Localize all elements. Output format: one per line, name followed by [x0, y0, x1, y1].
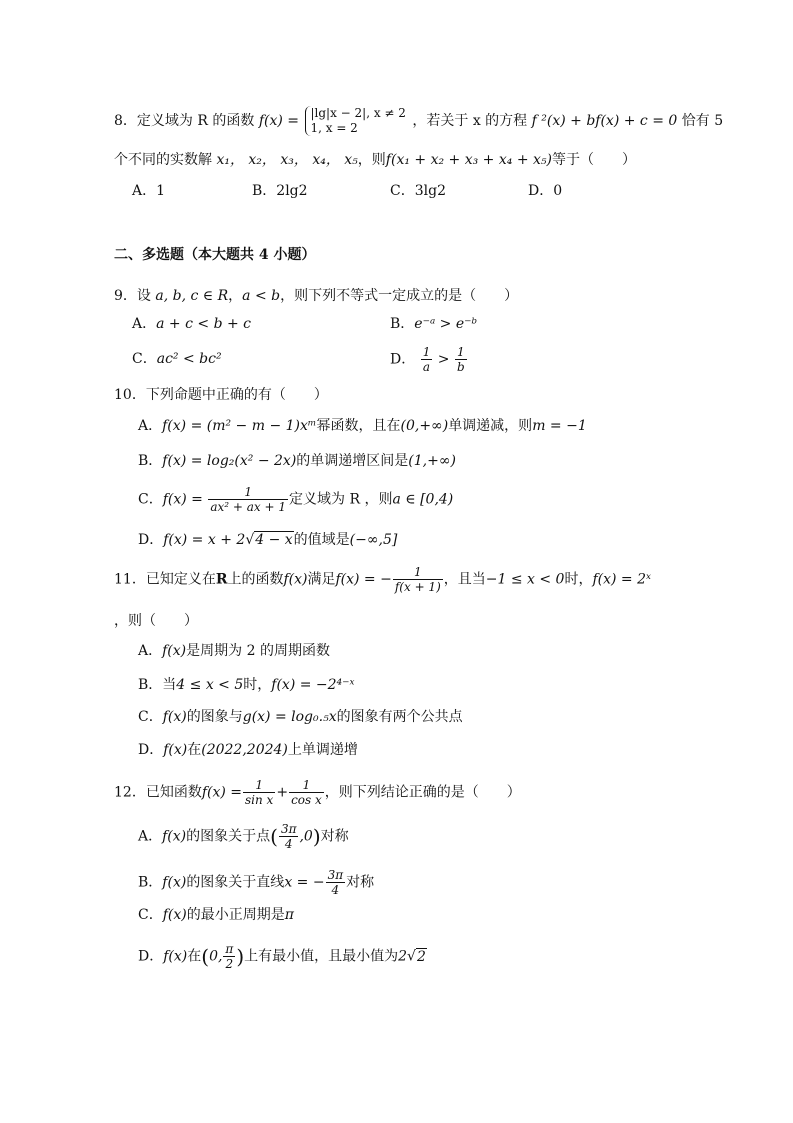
fraction: $\frac{3\pi}{4}$	[280, 822, 297, 851]
q12-option-a: A．f(x)的图象关于点( $\frac{3\pi}{4}$ ,0)对称	[138, 822, 349, 851]
q9-option-b: B．e⁻ᵃ > e⁻ᵇ	[390, 316, 478, 332]
piecewise-brace: |lg|x − 2|, x ≠ 2 1, x = 2	[305, 106, 405, 136]
fraction: $\frac{1}{\text{cos x}}$	[291, 778, 322, 807]
question-12-stem: 12．已知函数f(x) = $\frac{1}{\text{sin x}}$ + $\frac{1}{\text{cos x}}$ ，则下列结论正确的是（ ）	[114, 778, 521, 807]
q8-option-a: A．1	[132, 183, 166, 199]
fraction: $\frac{1}{b}$	[456, 345, 465, 374]
q11-option-c: C．f(x)的图象与g(x) = log₀.₅x的图象有两个公共点	[138, 709, 463, 725]
question-11-stem: 11．已知定义在R上的函数f(x)满足f(x) = − $\frac{1}{f(x + 1)}$ ，且当−1 ≤ x < 0时，f(x) = 2ˣ	[114, 565, 651, 594]
question-8-line2: 个不同的实数解 x₁， x₂， x₃， x₄， x₅，则f(x₁ + x₂ + x₃ + x₄ + x₅)等于（ ）	[114, 152, 636, 168]
q10-option-b: B．f(x) = log₂(x² − 2x)的单调递增区间是(1,+∞)	[138, 453, 456, 469]
question-number: 8．	[114, 113, 137, 129]
q12-option-d: D．f(x)在(0, $\frac{\pi}{2}$ )上有最小值，且最小值为2√2	[138, 942, 426, 971]
solutions: x₁， x₂， x₃， x₄， x₅	[216, 152, 358, 168]
fraction: $\frac{1}{\text{ax² + ax + 1}}$	[210, 485, 287, 514]
sqrt-sign: √	[407, 948, 416, 965]
q8-option-c: C．3lg2	[390, 183, 446, 199]
section-title: 二、多选题（本大题共 4 小题）	[114, 247, 316, 263]
q11-option-a: A．f(x)是周期为 2 的周期函数	[138, 643, 330, 659]
q12-option-b: B．f(x)的图象关于直线x = − $\frac{3\pi}{4}$ 对称	[138, 868, 375, 897]
q9-option-d: D． $\frac{1}{a}$ > $\frac{1}{b}$	[390, 345, 465, 374]
question-10-stem: 10．下列命题中正确的有（ ）	[114, 387, 328, 403]
question-9-stem: 9．设 a, b, c ∈ R，a < b，则下列不等式一定成立的是（ ）	[114, 288, 519, 304]
q9-option-a: A．a + c < b + c	[132, 316, 252, 332]
q10-option-a: A．f(x) = (m² − m − 1)xᵐ幂函数，且在(0,+∞)单调递减，则m = −1	[138, 418, 587, 434]
sum-expression: f(x₁ + x₂ + x₃ + x₄ + x₅)	[385, 152, 552, 168]
q11-option-b: B．当4 ≤ x < 5时，f(x) = −2⁴⁻ˣ	[138, 677, 355, 693]
function-expression: f(x) =	[258, 113, 300, 129]
question-8-line1: 8．定义域为 R 的函数 f(x) = |lg|x − 2|, x ≠ 2 1, x = 2 ，若关于 x 的方程 f ²(x) + bf(x) + c = 0 恰有 5	[114, 106, 724, 135]
q12-option-c: C．f(x)的最小正周期是π	[138, 907, 294, 923]
equation: f ²(x) + bf(x) + c = 0	[531, 113, 678, 129]
q10-option-c: C．f(x) = $\frac{1}{\text{ax² + ax + 1}}$ 定义域为 R ，则a ∈ [0,4)	[138, 485, 454, 514]
fraction: $\frac{1}{\text{sin x}}$	[245, 778, 274, 807]
fraction: $\frac{3\pi}{4}$	[327, 868, 344, 897]
q9-option-c: C．ac² < bc²	[132, 351, 222, 367]
question-11-line2: ，则（ ）	[114, 613, 198, 629]
q8-option-b: B．2lg2	[252, 183, 308, 199]
sqrt-sign: √	[245, 532, 255, 548]
fraction: $\frac{1}{f(x + 1)}$	[394, 565, 441, 594]
fraction: $\frac{1}{a}$	[422, 345, 431, 374]
fraction: $\frac{\pi}{2}$	[225, 942, 234, 971]
q8-option-d: D．0	[528, 183, 563, 199]
q10-option-d: D．f(x) = x + 2√4 − x的值域是(−∞,5]	[138, 532, 398, 548]
q11-option-d: D．f(x)在(2022,2024)上单调递增	[138, 742, 358, 758]
